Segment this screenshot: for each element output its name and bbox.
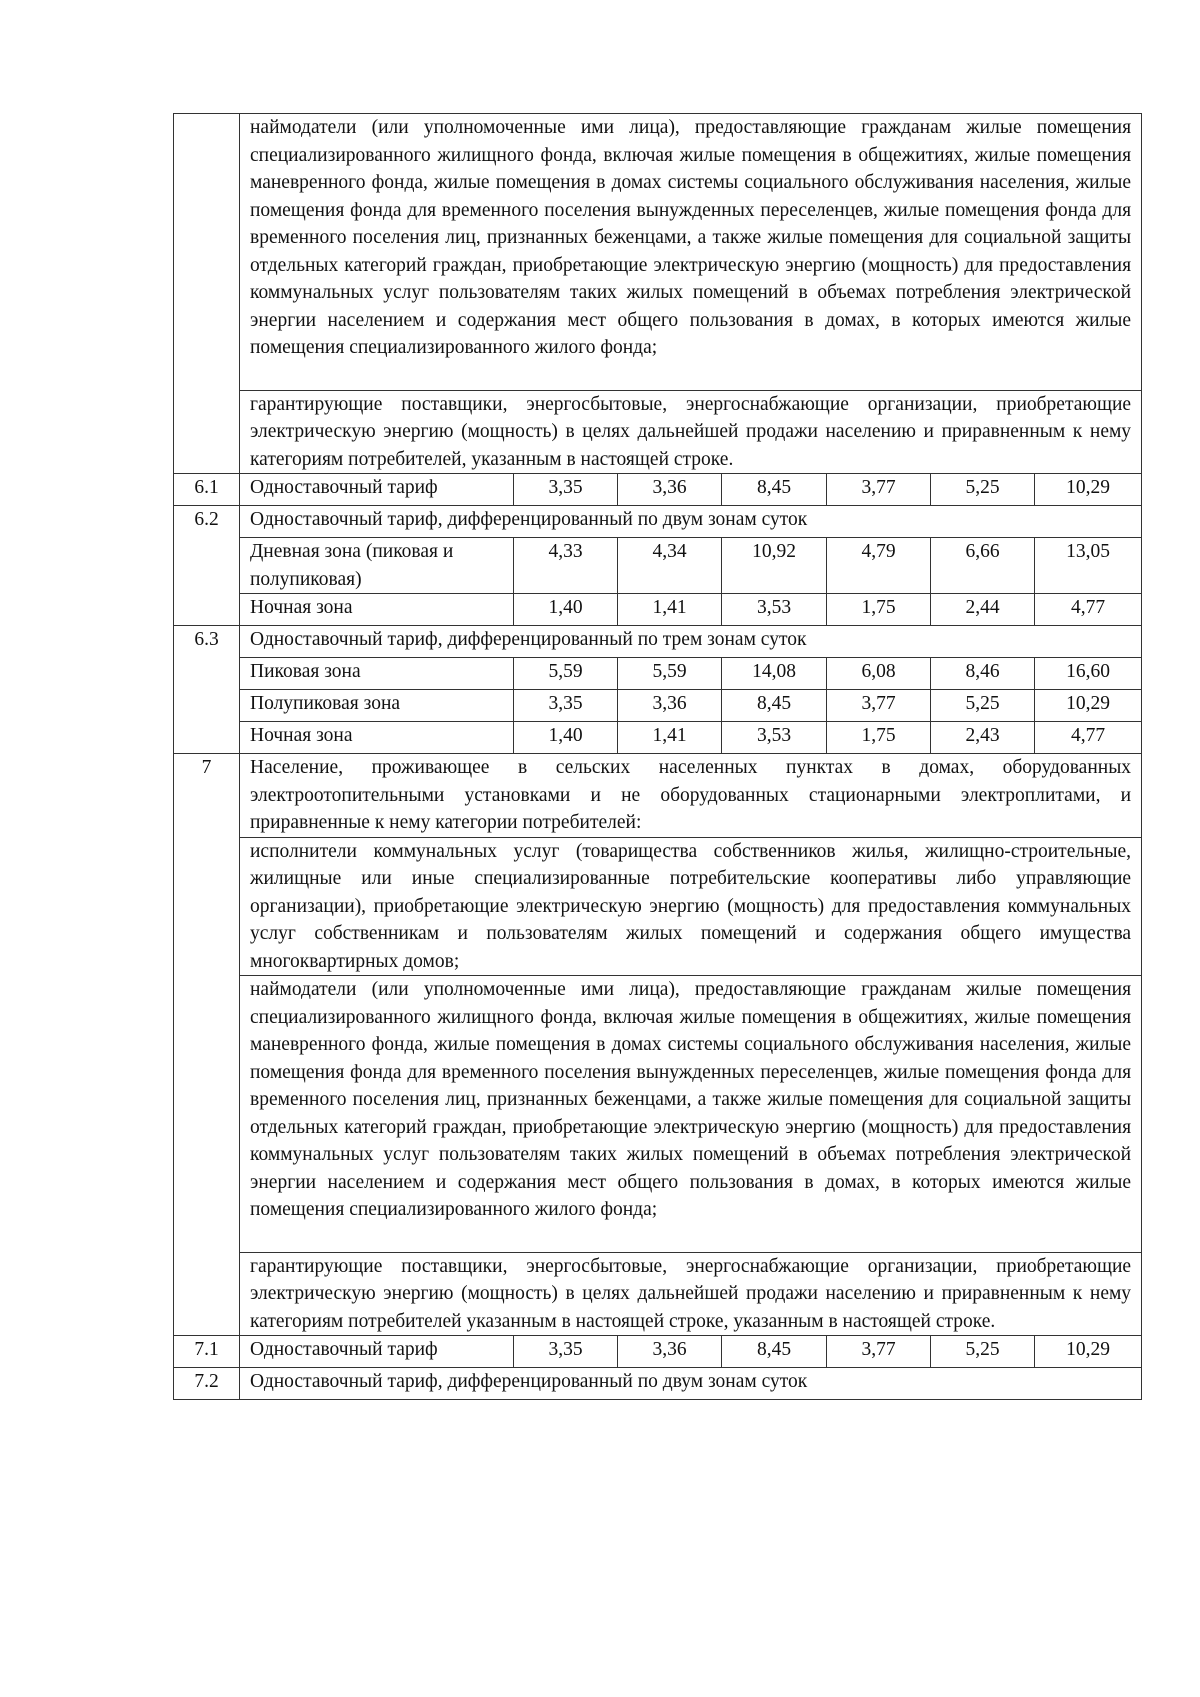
table-row xyxy=(174,114,1142,391)
table-row xyxy=(174,538,1142,594)
value-cell: 3,77 xyxy=(827,474,931,506)
table-row xyxy=(174,1252,1142,1336)
category-text-cell xyxy=(240,976,1142,1253)
row-label: Полупиковая зона xyxy=(240,690,514,722)
category-text-cell xyxy=(240,1252,1142,1336)
table-row xyxy=(174,837,1142,976)
table-row xyxy=(174,1336,1142,1368)
category-text: наймодатели (или уполномоченные ими лица), предоставляющие гражданам жилые помещения специализированного жилищного фонда, включая жилые помещения в общежитиях, жилые помещения маневренного фонда, жилые помещения в домах системы социального обслуживания населения, жилые помещения фонда для временного поселения вынужденных переселенцев, жилые помещения фонда для временного поселения лиц, признанных беженцами, а также жилые помещения для социальной защиты отдельных категорий граждан, приобретающие электрическую энергию (мощность) для предоставления коммунальных услуг пользователям таких жилых помещений в объемах потребления электрической энергии населением и содержания мест общего пользования в домах, в которых имеются жилые помещения специализированного жилого фонда; xyxy=(250,117,1132,358)
row-number-cell xyxy=(174,114,240,474)
value-cell: 1,41 xyxy=(618,594,722,626)
value-cell: 4,77 xyxy=(1035,594,1142,626)
value-cell: 3,53 xyxy=(722,722,827,754)
value-cell: 4,33 xyxy=(514,538,618,594)
value-cell: 2,43 xyxy=(931,722,1035,754)
table-row xyxy=(174,506,1142,538)
table-row xyxy=(174,390,1142,474)
category-text-cell xyxy=(240,114,1142,391)
row-number: 7.1 xyxy=(174,1336,240,1368)
blank-space xyxy=(250,362,1131,390)
table-row xyxy=(174,722,1142,754)
row-number: 6.1 xyxy=(174,474,240,506)
table-row xyxy=(174,594,1142,626)
table-row xyxy=(174,1368,1142,1400)
value-cell: 4,34 xyxy=(618,538,722,594)
category-text: Население, проживающее в сельских населенных пунктах в домах, оборудованных электроотопительными установками и не оборудованных стационарными электроплитами, и приравненные к нему категории потребителей: xyxy=(250,757,1132,833)
row-label: Одноставочный тариф, дифференцированный по двум зонам суток xyxy=(240,506,1142,538)
value-cell: 3,36 xyxy=(618,474,722,506)
value-cell: 5,25 xyxy=(931,1336,1035,1368)
table-row xyxy=(174,626,1142,658)
value-cell: 8,45 xyxy=(722,474,827,506)
table-row xyxy=(174,658,1142,690)
row-label: Одноставочный тариф xyxy=(240,1336,514,1368)
value-cell: 13,05 xyxy=(1035,538,1142,594)
row-label: Дневная зона (пиковая и полупиковая) xyxy=(240,538,514,594)
value-cell: 10,29 xyxy=(1035,1336,1142,1368)
blank-space xyxy=(250,1224,1131,1252)
category-text: гарантирующие поставщики, энергосбытовые, энергоснабжающие организации, приобретающие электрическую энергию (мощность) в целях дальнейшей продажи населению и приравненным к нему категориям потребителей, указанным в настоящей строке. xyxy=(250,393,1132,470)
value-cell: 2,44 xyxy=(931,594,1035,626)
value-cell: 3,77 xyxy=(827,690,931,722)
value-cell: 1,40 xyxy=(514,594,618,626)
value-cell: 14,08 xyxy=(722,658,827,690)
value-cell: 10,29 xyxy=(1035,690,1142,722)
row-label: Одноставочный тариф, дифференцированный по трем зонам суток xyxy=(240,626,1142,658)
value-cell: 1,75 xyxy=(827,722,931,754)
row-label: Одноставочный тариф, дифференцированный по двум зонам суток xyxy=(240,1368,1142,1400)
value-cell: 8,45 xyxy=(722,690,827,722)
row-label: Одноставочный тариф xyxy=(240,474,514,506)
row-label: Пиковая зона xyxy=(240,658,514,690)
value-cell: 6,66 xyxy=(931,538,1035,594)
value-cell: 5,25 xyxy=(931,474,1035,506)
category-text-cell xyxy=(240,837,1142,976)
value-cell: 1,40 xyxy=(514,722,618,754)
row-label: Ночная зона xyxy=(240,722,514,754)
value-cell: 6,08 xyxy=(827,658,931,690)
value-cell: 16,60 xyxy=(1035,658,1142,690)
table-row xyxy=(174,976,1142,1253)
value-cell: 8,46 xyxy=(931,658,1035,690)
value-cell: 3,35 xyxy=(514,690,618,722)
row-number: 6.3 xyxy=(174,626,240,754)
value-cell: 3,53 xyxy=(722,594,827,626)
table-row xyxy=(174,690,1142,722)
value-cell: 3,35 xyxy=(514,474,618,506)
value-cell: 1,41 xyxy=(618,722,722,754)
value-cell: 3,77 xyxy=(827,1336,931,1368)
category-text: гарантирующие поставщики, энергосбытовые, энергоснабжающие организации, приобретающие электрическую энергию (мощность) в целях дальнейшей продажи населению и приравненным к нему категориям потребителей указанным в настоящей строке, указанным в настоящей строке. xyxy=(250,1255,1132,1332)
value-cell: 5,59 xyxy=(514,658,618,690)
category-text: наймодатели (или уполномоченные ими лица), предоставляющие гражданам жилые помещения специализированного жилищного фонда, включая жилые помещения в общежитиях, жилые помещения маневренного фонда, жилые помещения в домах системы социального обслуживания населения, жилые помещения фонда для временного поселения вынужденных переселенцев, жилые помещения фонда для временного поселения лиц, признанных беженцами, а также жилые помещения для социальной защиты отдельных категорий граждан, приобретающие электрическую энергию (мощность) для предоставления коммунальных услуг пользователям таких жилых помещений в объемах потребления электрической энергии населением и содержания мест общего пользования в домах, в которых имеются жилые помещения специализированного жилого фонда; xyxy=(250,979,1132,1220)
value-cell: 4,77 xyxy=(1035,722,1142,754)
tariff-table xyxy=(173,113,1142,1400)
value-cell: 8,45 xyxy=(722,1336,827,1368)
document-page xyxy=(173,113,1141,1400)
value-cell: 3,35 xyxy=(514,1336,618,1368)
value-cell: 10,29 xyxy=(1035,474,1142,506)
value-cell: 5,59 xyxy=(618,658,722,690)
value-cell: 3,36 xyxy=(618,1336,722,1368)
category-text-cell xyxy=(240,754,1142,838)
value-cell: 3,36 xyxy=(618,690,722,722)
table-row xyxy=(174,754,1142,838)
value-cell: 4,79 xyxy=(827,538,931,594)
row-number: 7 xyxy=(174,754,240,1336)
row-number: 6.2 xyxy=(174,506,240,626)
value-cell: 5,25 xyxy=(931,690,1035,722)
row-label: Ночная зона xyxy=(240,594,514,626)
category-text-cell xyxy=(240,390,1142,474)
table-row xyxy=(174,474,1142,506)
row-number: 7.2 xyxy=(174,1368,240,1400)
value-cell: 1,75 xyxy=(827,594,931,626)
category-text: исполнители коммунальных услуг (товарищества собственников жилья, жилищно-строительные, жилищные или иные специализированные потребительские кооперативы либо управляющие организации), приобретающие электрическую энергию (мощность) для предоставления коммунальных услуг собственникам и пользователям жилых помещений и содержания общего имущества многоквартирных домов; xyxy=(250,840,1132,972)
value-cell: 10,92 xyxy=(722,538,827,594)
